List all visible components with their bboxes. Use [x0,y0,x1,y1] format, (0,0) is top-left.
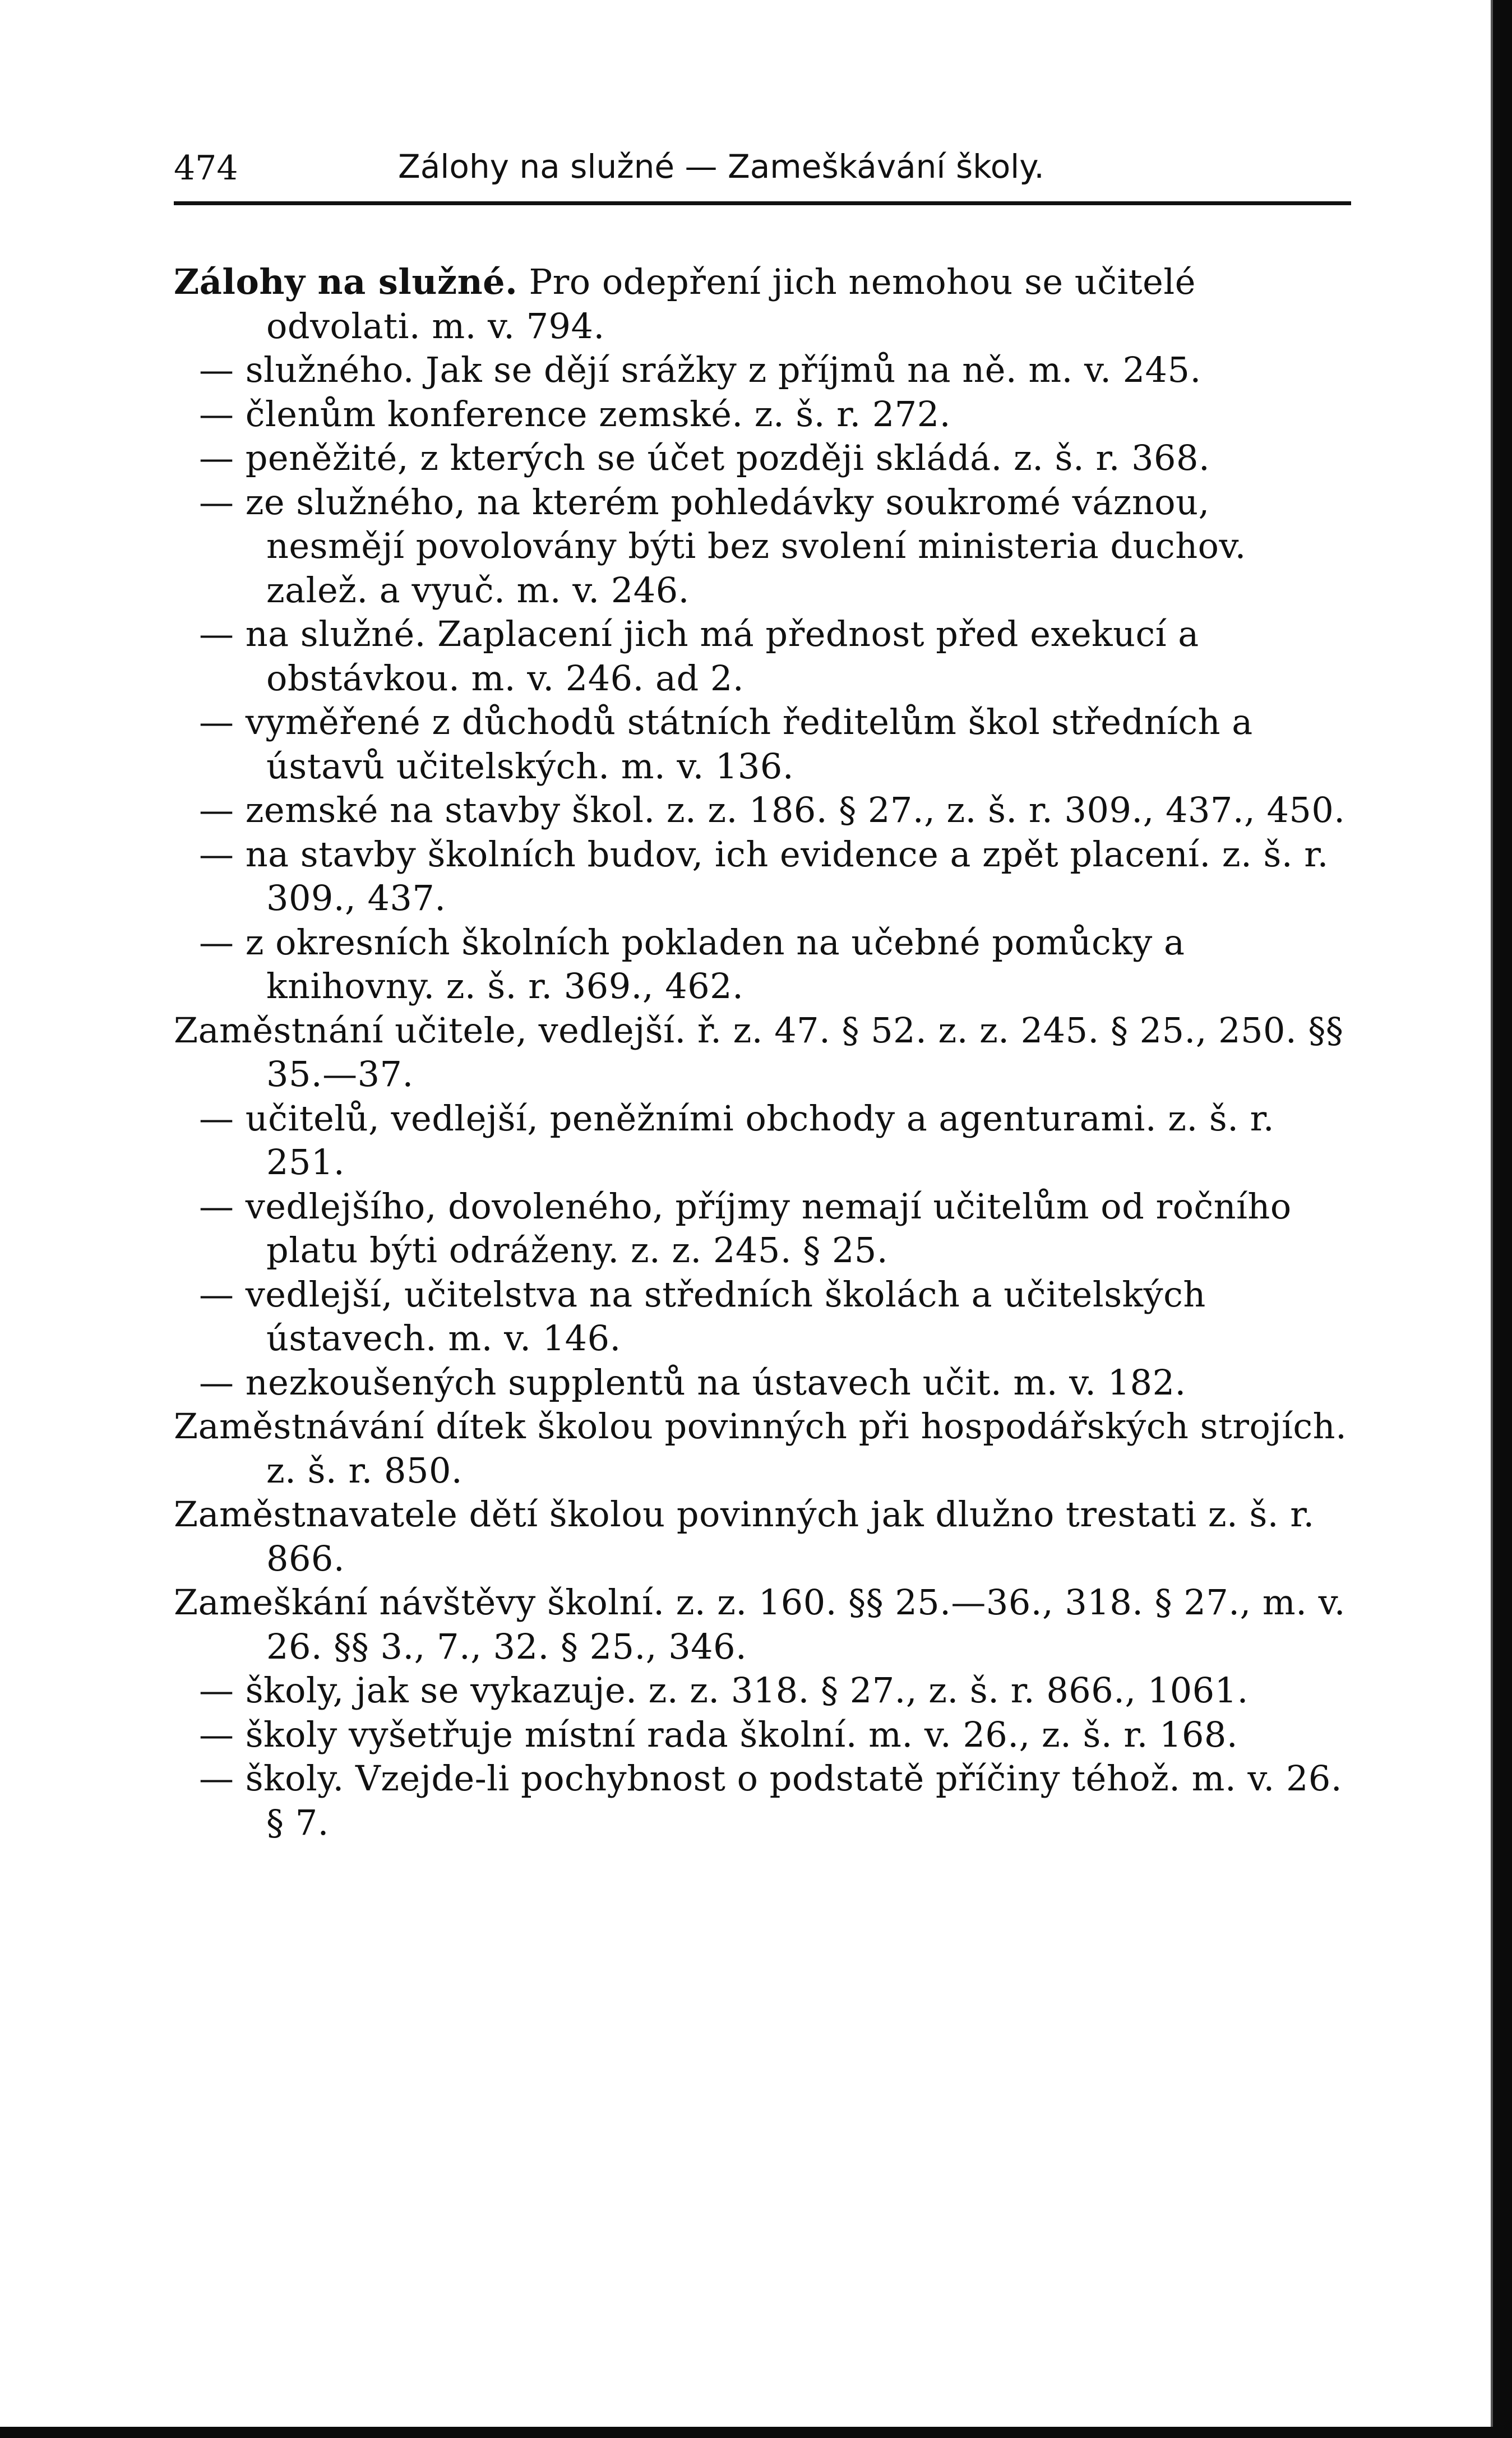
index-subentry: — vedlejšího, dovoleného, příjmy nemají učitelům od ročního platu býti odráženy. z. z. 245. § 25. [199,1185,1292,1271]
entry-head: Zaměstnávání dítek školou povinných [174,1406,848,1447]
index-subentry: — školy vyšetřuje místní rada školní. m. v. 26., z. š. r. 168. [199,1714,1238,1755]
index-entry [174,1405,1351,1493]
entry-text: ř. z. 47. § 52. z. z. 245. § 25., 250. §§ 35.—37. [266,1009,1344,1095]
entry-head: Zameškání návštěvy školní. [174,1582,665,1623]
page-number: 474 [174,149,238,188]
index-subentry: — na stavby školních budov, ich evidence a zpět placení. z. š. r. 309., 437. [199,833,1329,918]
scan-edge-bottom [0,2427,1512,2438]
entry-text: Pro odepření jich nemohou se učitelé odvolati. m. v. 794. [266,261,1196,347]
entry-head: Zaměstnavatele dětí školou povinných [174,1494,859,1535]
scan-edge-right [1493,0,1512,2438]
index-subentry: — vedlejší, učitelstva na středních školách a učitelských ústavech. m. v. 146. [199,1273,1206,1359]
index-subentry: — peněžité, z kterých se účet později skládá. z. š. r. 368. [199,437,1210,478]
index-subentry: — školy. Vzejde-li pochybnost o podstatě příčiny téhož. m. v. 26. § 7. [199,1758,1343,1843]
book-page [174,143,1351,1845]
index-subentry: — zemské na stavby škol. z. z. 186. § 27., z. š. r. 309., 437., 450. [199,789,1345,830]
running-head: Zálohy na služné — Zameškávání školy. [398,147,1044,186]
index-subentry: — učitelů, vedlejší, peněžními obchody a agenturami. z. š. r. 251. [199,1097,1275,1183]
index-entry [174,1009,1351,1097]
index-subentry: — služného. Jak se dějí srážky z příjmů na ně. m. v. 245. [199,349,1201,390]
index-subentry: — z okresních školních pokladen na učebné pomůcky a knihovny. z. š. r. 369., 462. [199,921,1185,1006]
entry-text: při hospodářských strojích. z. š. r. 850. [266,1406,1347,1491]
index-entry [174,1581,1351,1669]
entry-head: Zaměstnání učitele, vedlejší. [174,1009,686,1051]
index-entries [174,260,1351,1845]
index-subentry: — ze služného, na kterém pohledávky soukromé váznou, nesmějí povolovány býti bez svolení ministeria duchov. zalež. a vyuč. m. v. 246. [199,481,1246,611]
index-entry [174,1493,1351,1581]
page-header [174,143,1351,195]
index-subentry: — členům konference zemské. z. š. r. 272. [199,393,951,435]
index-subentry: — na služné. Zaplacení jich má přednost před exekucí a obstávkou. m. v. 246. ad 2. [199,613,1199,699]
index-subentry: — nezkoušených supplentů na ústavech učit. m. v. 182. [199,1361,1186,1403]
entry-text: z. z. 160. §§ 25.—36., 318. § 27., m. v. 26. §§ 3., 7., 32. § 25., 346. [266,1582,1345,1667]
index-subentry: — vyměřené z důchodů státních ředitelům škol středních a ústavů učitelských. m. v. 136. [199,701,1253,787]
header-rule [174,201,1351,205]
entry-head: Zálohy na služné. [174,261,518,302]
index-subentry: — školy, jak se vykazuje. z. z. 318. § 27., z. š. r. 866., 1061. [199,1670,1249,1711]
index-entry [174,260,1351,348]
entry-text: jak dlužno trestati z. š. r. 866. [266,1494,1315,1579]
